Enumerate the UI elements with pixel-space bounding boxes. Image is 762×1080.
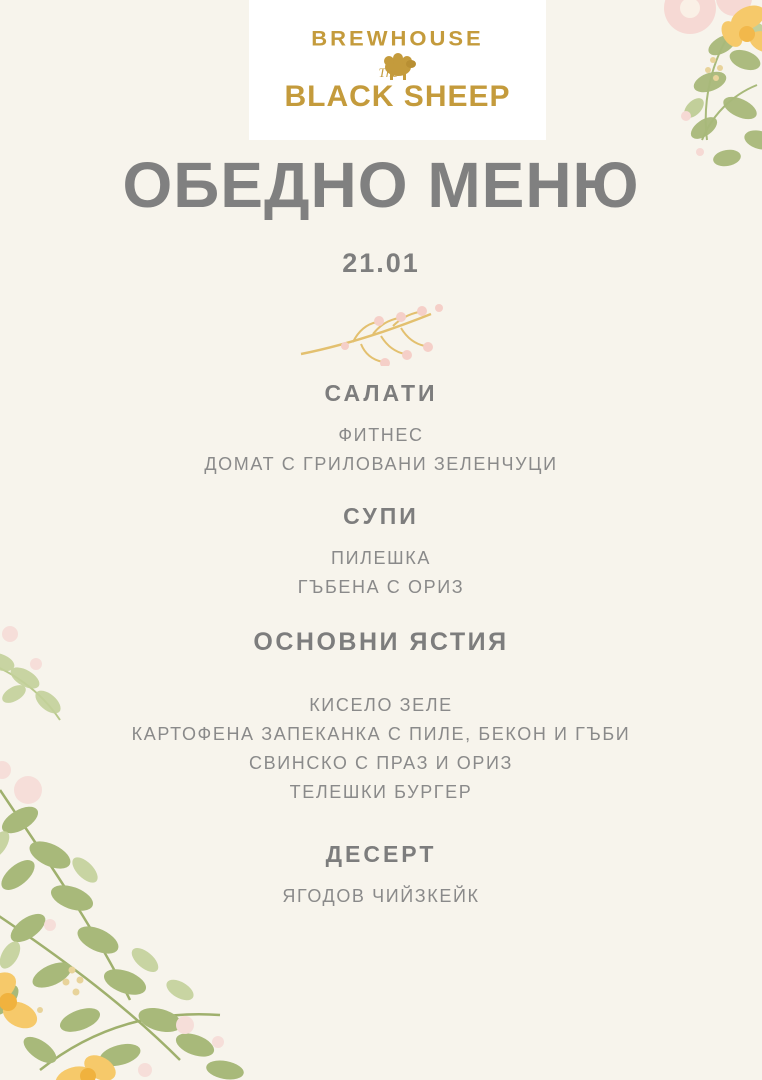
spacer bbox=[0, 606, 762, 628]
logo-main-text: BLACK SHEEP bbox=[284, 80, 511, 113]
page-title: ОБЕДНО МЕНЮ bbox=[122, 149, 640, 221]
branch-divider bbox=[0, 296, 762, 366]
logo-arc-text: BREWHOUSE bbox=[311, 26, 484, 51]
brand-logo bbox=[249, 0, 546, 140]
menu-item: ФИТНЕС bbox=[338, 425, 424, 445]
sheep-icon bbox=[375, 51, 421, 81]
menu-section-soups bbox=[0, 503, 762, 602]
menu-item: ЯГОДОВ ЧИЙЗКЕЙК bbox=[282, 886, 480, 906]
menu-section-dessert bbox=[0, 841, 762, 911]
menu-section-salads bbox=[0, 380, 762, 479]
menu-item: КАРТОФЕНА ЗАПЕКАНКА С ПИЛЕ, БЕКОН И ГЪБИ bbox=[131, 724, 631, 744]
spacer bbox=[0, 483, 762, 503]
menu-item: ГЪБЕНА С ОРИЗ bbox=[297, 577, 465, 597]
spacer bbox=[0, 671, 762, 691]
logo-the-text: The bbox=[378, 65, 398, 80]
section-title: СУПИ bbox=[343, 503, 419, 529]
section-title: САЛАТИ bbox=[324, 380, 438, 406]
section-title: ДЕСЕРТ bbox=[325, 841, 437, 867]
menu-date: 21.01 bbox=[342, 248, 420, 278]
spacer bbox=[0, 811, 762, 841]
menu-item: ДОМАТ С ГРИЛОВАНИ ЗЕЛЕНЧУЦИ bbox=[204, 454, 558, 474]
menu-item: ПИЛЕШКА bbox=[331, 548, 431, 568]
menu-item: КИСЕЛО ЗЕЛЕ bbox=[309, 695, 453, 715]
menu-item: ТЕЛЕШКИ БУРГЕР bbox=[289, 782, 473, 802]
menu-section-main-dishes bbox=[0, 628, 762, 807]
menu-sections bbox=[0, 380, 762, 915]
menu-item: СВИНСКО С ПРАЗ И ОРИЗ bbox=[249, 753, 513, 773]
section-title: ОСНОВНИ ЯСТИЯ bbox=[253, 628, 509, 656]
